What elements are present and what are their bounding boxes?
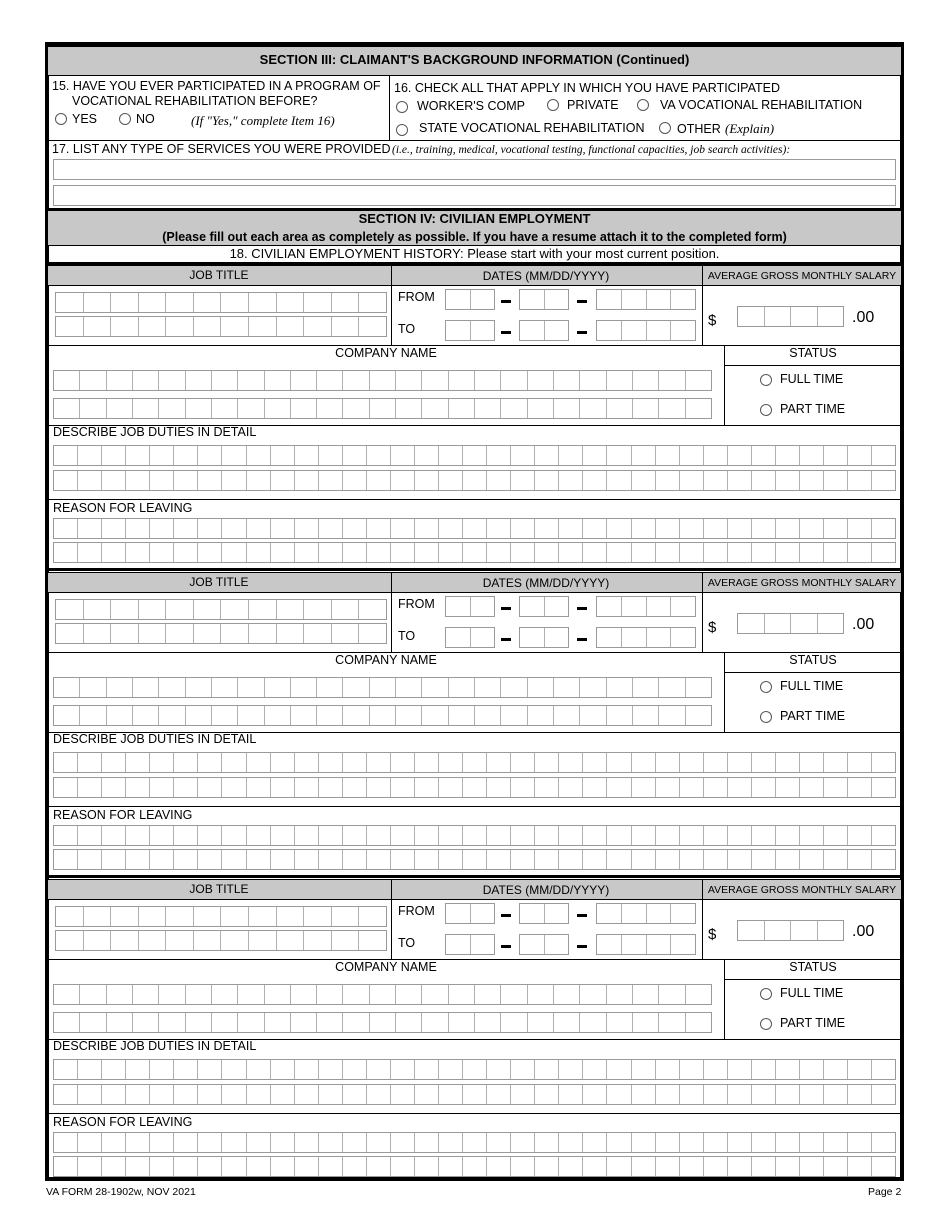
job-2-company-line2[interactable] bbox=[53, 705, 712, 726]
job-3-company-line1[interactable] bbox=[53, 984, 712, 1005]
job-1-from-month[interactable] bbox=[445, 289, 495, 310]
date-separator bbox=[501, 638, 511, 641]
job-1-from-year[interactable] bbox=[596, 289, 696, 310]
job-2-to-year[interactable] bbox=[596, 627, 696, 648]
job-3-duties-line2[interactable] bbox=[53, 1084, 896, 1105]
date-separator bbox=[501, 331, 511, 334]
job-1-dollar-sign: $ bbox=[708, 312, 717, 329]
page-number: Page 2 bbox=[868, 1186, 902, 1198]
section-4-subtitle: (Please fill out each area as completely as possible. If you have a resume attach it to the completed form) bbox=[162, 230, 787, 244]
job-1-company-line1[interactable] bbox=[53, 370, 712, 391]
job-2-dollar-sign: $ bbox=[708, 619, 717, 636]
q16-va-voc-radio[interactable] bbox=[637, 99, 649, 111]
job-1-full-time-label: FULL TIME bbox=[780, 372, 844, 386]
job-3-dollar-sign: $ bbox=[708, 926, 717, 943]
job-1-title-label: JOB TITLE bbox=[189, 268, 249, 282]
q18-label: 18. CIVILIAN EMPLOYMENT HISTORY: Please start with your most current position. bbox=[229, 246, 720, 261]
job-2-salary[interactable] bbox=[737, 613, 844, 634]
job-2-company-label: COMPANY NAME bbox=[335, 653, 437, 667]
q16-state-voc-label: STATE VOCATIONAL REHABILITATION bbox=[419, 121, 645, 135]
q16-state-voc-radio[interactable] bbox=[396, 124, 408, 136]
job-3-title-line1[interactable] bbox=[55, 906, 387, 927]
q16-label: 16. CHECK ALL THAT APPLY IN WHICH YOU HAVE PARTICIPATED bbox=[394, 81, 780, 95]
job-1-status-label: STATUS bbox=[789, 346, 837, 360]
date-separator bbox=[501, 607, 511, 610]
job-2-cents: .00 bbox=[852, 616, 875, 633]
job-2-from-year[interactable] bbox=[596, 596, 696, 617]
job-3-company-line2[interactable] bbox=[53, 1012, 712, 1033]
job-2-part-time-radio[interactable] bbox=[760, 711, 772, 723]
job-1-to-day[interactable] bbox=[519, 320, 569, 341]
job-2-dates-label: DATES (MM/DD/YYYY) bbox=[482, 576, 610, 590]
date-separator bbox=[577, 300, 587, 303]
q16-other-note: (Explain) bbox=[725, 121, 775, 136]
job-1-company-label: COMPANY NAME bbox=[335, 346, 437, 360]
q16-workers-comp-radio[interactable] bbox=[396, 101, 408, 113]
job-1-reason-line2[interactable] bbox=[53, 542, 896, 563]
job-3-reason-line2[interactable] bbox=[53, 1156, 896, 1177]
job-3-dates-label: DATES (MM/DD/YYYY) bbox=[482, 883, 610, 897]
job-3-to-month[interactable] bbox=[445, 934, 495, 955]
q15-yes-label: YES bbox=[72, 112, 98, 126]
job-2-duties-line2[interactable] bbox=[53, 777, 896, 798]
job-3-cents: .00 bbox=[852, 923, 875, 940]
job-3-from-label: FROM bbox=[398, 904, 435, 918]
job-1-company-line2[interactable] bbox=[53, 398, 712, 419]
date-separator bbox=[501, 300, 511, 303]
job-1-full-time-radio[interactable] bbox=[760, 374, 772, 386]
date-separator bbox=[577, 607, 587, 610]
job-1-from-day[interactable] bbox=[519, 289, 569, 310]
job-3-reason-label: REASON FOR LEAVING bbox=[53, 1115, 193, 1129]
job-2-reason-line1[interactable] bbox=[53, 825, 896, 846]
job-3-reason-line1[interactable] bbox=[53, 1132, 896, 1153]
q15-line2: VOCATIONAL REHABILITATION BEFORE? bbox=[72, 94, 318, 108]
job-1-dates-label: DATES (MM/DD/YYYY) bbox=[482, 269, 610, 283]
job-3-salary-label: AVERAGE GROSS MONTHLY SALARY bbox=[707, 884, 897, 896]
q15-no-label: NO bbox=[136, 112, 155, 126]
job-2-reason-label: REASON FOR LEAVING bbox=[53, 808, 193, 822]
job-1-reason-label: REASON FOR LEAVING bbox=[53, 501, 193, 515]
job-3-full-time-label: FULL TIME bbox=[780, 986, 844, 1000]
q16-private-label: PRIVATE bbox=[567, 98, 619, 112]
job-2-full-time-radio[interactable] bbox=[760, 681, 772, 693]
q17-services-line2[interactable] bbox=[53, 185, 896, 206]
job-2-to-label: TO bbox=[398, 629, 416, 643]
q15-no-radio[interactable] bbox=[119, 113, 131, 125]
job-3-duties-label: DESCRIBE JOB DUTIES IN DETAIL bbox=[53, 1039, 257, 1053]
job-1-title-line1[interactable] bbox=[55, 292, 387, 313]
job-2-from-label: FROM bbox=[398, 597, 435, 611]
job-2-from-month[interactable] bbox=[445, 596, 495, 617]
job-1-duties-line1[interactable] bbox=[53, 445, 896, 466]
job-3-title-line2[interactable] bbox=[55, 930, 387, 951]
job-3-full-time-radio[interactable] bbox=[760, 988, 772, 1000]
job-1-part-time-radio[interactable] bbox=[760, 404, 772, 416]
job-3-to-label: TO bbox=[398, 936, 416, 950]
date-separator bbox=[577, 945, 587, 948]
job-3-to-day[interactable] bbox=[519, 934, 569, 955]
job-2-title-line1[interactable] bbox=[55, 599, 387, 620]
job-2-salary-label: AVERAGE GROSS MONTHLY SALARY bbox=[707, 577, 897, 589]
q17-note: (i.e., training, medical, vocational testing, functional capacities, job search activities): bbox=[392, 144, 791, 156]
q16-workers-comp-label: WORKER'S COMP bbox=[417, 99, 525, 113]
job-3-part-time-radio[interactable] bbox=[760, 1018, 772, 1030]
job-2-duties-line1[interactable] bbox=[53, 752, 896, 773]
job-2-company-line1[interactable] bbox=[53, 677, 712, 698]
job-1-duties-label: DESCRIBE JOB DUTIES IN DETAIL bbox=[53, 425, 257, 439]
job-1-to-label: TO bbox=[398, 322, 416, 336]
job-1-salary-label: AVERAGE GROSS MONTHLY SALARY bbox=[707, 270, 897, 282]
job-3-company-label: COMPANY NAME bbox=[335, 960, 437, 974]
job-1-title-line2[interactable] bbox=[55, 316, 387, 337]
job-1-duties-line2[interactable] bbox=[53, 470, 896, 491]
job-2-duties-label: DESCRIBE JOB DUTIES IN DETAIL bbox=[53, 732, 257, 746]
q15-note: (If "Yes," complete Item 16) bbox=[191, 113, 335, 128]
job-3-salary[interactable] bbox=[737, 920, 844, 941]
section-3-title: SECTION III: CLAIMANT'S BACKGROUND INFORMATION (Continued) bbox=[259, 52, 690, 67]
q16-va-voc-label: VA VOCATIONAL REHABILITATION bbox=[660, 98, 863, 112]
q17-label: 17. LIST ANY TYPE OF SERVICES YOU WERE PROVIDED bbox=[52, 142, 391, 156]
section-4-title: SECTION IV: CIVILIAN EMPLOYMENT bbox=[358, 211, 591, 226]
job-3-from-day[interactable] bbox=[519, 903, 569, 924]
job-3-status-label: STATUS bbox=[789, 960, 837, 974]
date-separator bbox=[577, 331, 587, 334]
job-2-status-label: STATUS bbox=[789, 653, 837, 667]
job-2-to-day[interactable] bbox=[519, 627, 569, 648]
job-2-title-label: JOB TITLE bbox=[189, 575, 249, 589]
q15-line1: 15. HAVE YOU EVER PARTICIPATED IN A PROGRAM OF bbox=[52, 79, 381, 93]
date-separator bbox=[577, 914, 587, 917]
job-2-reason-line2[interactable] bbox=[53, 849, 896, 870]
job-3-to-year[interactable] bbox=[596, 934, 696, 955]
date-separator bbox=[577, 638, 587, 641]
job-1-from-label: FROM bbox=[398, 290, 435, 304]
job-3-from-year[interactable] bbox=[596, 903, 696, 924]
job-1-to-year[interactable] bbox=[596, 320, 696, 341]
job-2-to-month[interactable] bbox=[445, 627, 495, 648]
job-3-from-month[interactable] bbox=[445, 903, 495, 924]
date-separator bbox=[501, 914, 511, 917]
job-2-full-time-label: FULL TIME bbox=[780, 679, 844, 693]
job-1-reason-line1[interactable] bbox=[53, 518, 896, 539]
job-1-salary[interactable] bbox=[737, 306, 844, 327]
job-1-part-time-label: PART TIME bbox=[780, 402, 846, 416]
job-3-title-label: JOB TITLE bbox=[189, 882, 249, 896]
q16-private-radio[interactable] bbox=[547, 99, 559, 111]
job-3-duties-line1[interactable] bbox=[53, 1059, 896, 1080]
job-2-from-day[interactable] bbox=[519, 596, 569, 617]
q16-other-radio[interactable] bbox=[659, 122, 671, 134]
date-separator bbox=[501, 945, 511, 948]
job-2-title-line2[interactable] bbox=[55, 623, 387, 644]
q16-other-label: OTHER bbox=[677, 122, 721, 136]
job-1-to-month[interactable] bbox=[445, 320, 495, 341]
job-1-cents: .00 bbox=[852, 309, 875, 326]
job-2-part-time-label: PART TIME bbox=[780, 709, 846, 723]
job-3-part-time-label: PART TIME bbox=[780, 1016, 846, 1030]
q17-services-line1[interactable] bbox=[53, 159, 896, 180]
q15-yes-radio[interactable] bbox=[55, 113, 67, 125]
form-number: VA FORM 28-1902w, NOV 2021 bbox=[46, 1186, 196, 1198]
